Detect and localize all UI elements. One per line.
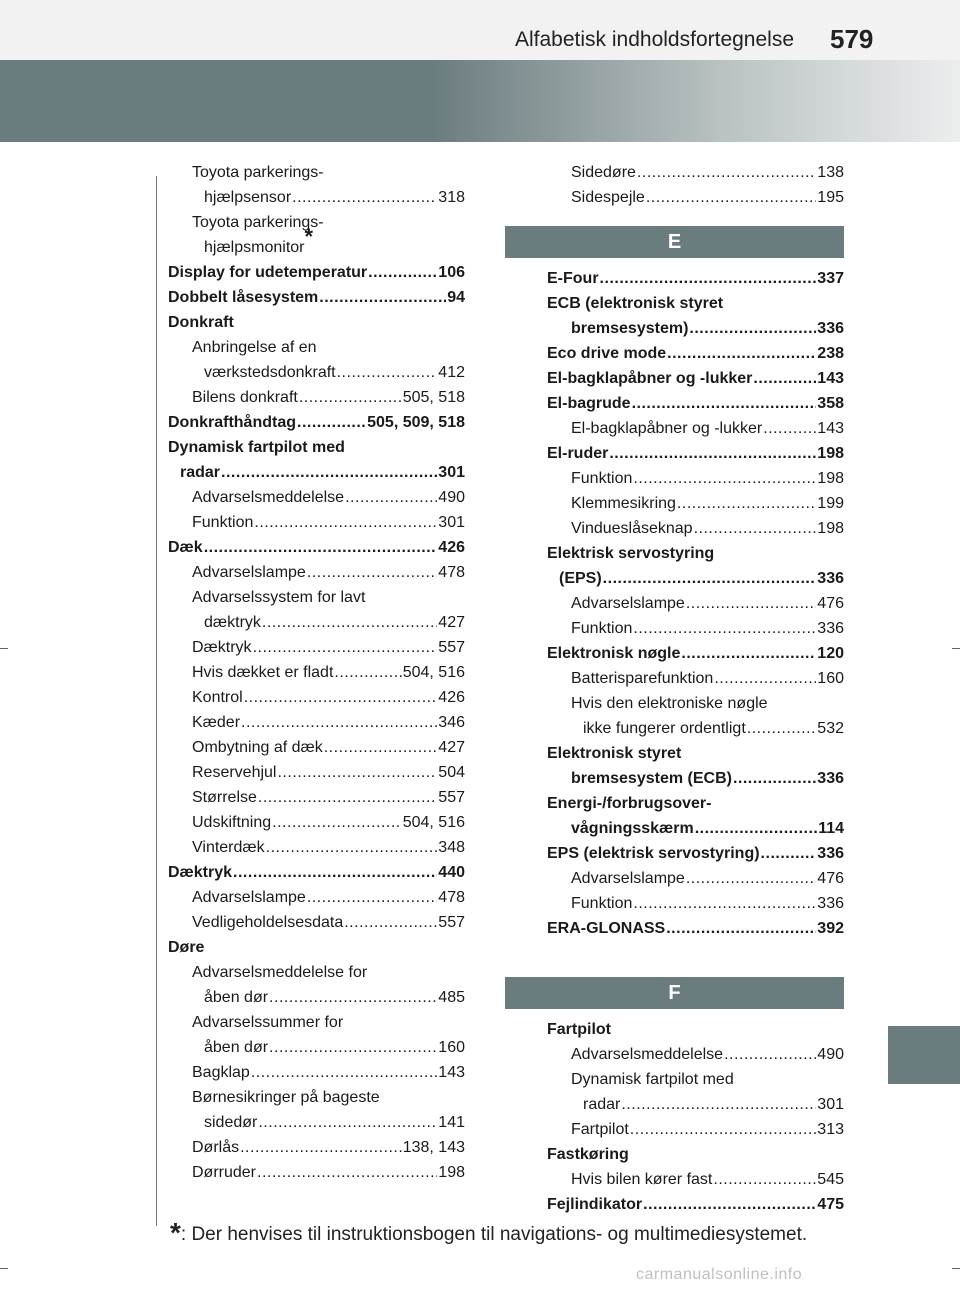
page-reference: 504 xyxy=(438,764,465,781)
dot-leader xyxy=(753,366,816,391)
index-entry xyxy=(547,291,844,316)
index-term: Hvis dækket er fladt xyxy=(192,664,334,681)
index-entry xyxy=(168,1110,465,1135)
index-term: Bagklap xyxy=(192,1064,250,1081)
index-entry xyxy=(168,460,465,485)
page-reference: 336 xyxy=(817,620,844,637)
dot-leader xyxy=(221,460,437,485)
index-term: bremsesystem (ECB) xyxy=(571,770,732,787)
footnote xyxy=(170,1217,808,1248)
page-reference: 195 xyxy=(817,189,844,206)
index-entry xyxy=(168,885,465,910)
index-term: Børnesikringer på bageste xyxy=(192,1089,380,1106)
index-term: El-bagklapåbner og -lukker xyxy=(571,420,763,437)
spacer xyxy=(547,210,844,226)
dot-leader xyxy=(269,1035,437,1060)
dot-leader xyxy=(667,341,816,366)
index-term: Dynamisk fartpilot med xyxy=(571,1071,734,1088)
index-entry xyxy=(168,735,465,760)
index-term: radar xyxy=(583,1096,621,1113)
dot-leader xyxy=(761,841,817,866)
index-entry xyxy=(168,660,465,685)
index-term: Kontrol xyxy=(192,689,243,706)
page-reference: 348 xyxy=(438,839,465,856)
dot-leader xyxy=(257,1160,437,1185)
page-reference: 198 xyxy=(817,470,844,487)
page-reference: 160 xyxy=(438,1039,465,1056)
index-entry xyxy=(168,410,465,435)
index-entry xyxy=(168,1085,465,1110)
index-term: Vinterdæk xyxy=(192,839,265,856)
dot-leader xyxy=(646,185,816,210)
index-entry xyxy=(168,1035,465,1060)
page-number: 579 xyxy=(830,24,874,54)
page-reference: 545 xyxy=(817,1171,844,1188)
crop-mark-bottom-right xyxy=(952,1268,960,1269)
page-reference: 138 xyxy=(817,164,844,181)
index-term: Vindueslåseknap xyxy=(571,520,693,537)
index-term: dæktryk xyxy=(204,614,261,631)
page-reference: 426 xyxy=(438,539,465,556)
page-reference: 358 xyxy=(817,395,844,412)
index-entry xyxy=(547,1017,844,1042)
dot-leader xyxy=(763,416,816,441)
index-term: Elektronisk styret xyxy=(547,745,682,762)
index-entry xyxy=(547,616,844,641)
index-term: Dørruder xyxy=(192,1164,257,1181)
page-reference: 198 xyxy=(817,520,844,537)
index-term: ERA-GLONASS xyxy=(547,920,666,937)
page-reference: 94 xyxy=(447,289,465,306)
page-reference: 141 xyxy=(438,1114,465,1131)
page-reference: 337 xyxy=(817,270,844,287)
spacer xyxy=(547,1009,844,1017)
index-entry xyxy=(547,466,844,491)
dot-leader xyxy=(368,260,437,285)
index-term: Funktion xyxy=(571,620,633,637)
index-term: Display for udetemperatur xyxy=(168,264,368,281)
index-term: hjælpsmonitor xyxy=(204,239,305,256)
page-reference: 336 xyxy=(817,570,844,587)
index-entry xyxy=(168,210,465,235)
index-entry xyxy=(547,816,844,841)
dot-leader xyxy=(666,916,816,941)
spacer xyxy=(547,258,844,266)
page-header xyxy=(0,0,960,60)
dot-leader xyxy=(251,1060,437,1085)
index-entry xyxy=(547,1192,844,1217)
index-entry xyxy=(168,635,465,660)
dot-leader xyxy=(695,816,817,841)
index-column-left xyxy=(168,160,465,1185)
index-term: Advarselssystem for lavt xyxy=(192,589,366,606)
page-reference: 505, 518 xyxy=(402,389,465,406)
index-entry xyxy=(547,566,844,591)
index-entry xyxy=(547,641,844,666)
page-reference: 114 xyxy=(818,820,844,837)
index-term: Dynamisk fartpilot med xyxy=(168,439,345,456)
index-entry xyxy=(168,535,465,560)
dot-leader xyxy=(299,385,402,410)
page-reference: 427 xyxy=(438,614,465,631)
index-term: Udskiftning xyxy=(192,814,272,831)
page-reference: 476 xyxy=(817,870,844,887)
page-reference: 143 xyxy=(817,370,844,387)
index-entry xyxy=(547,741,844,766)
dot-leader xyxy=(345,485,437,510)
index-entry xyxy=(547,891,844,916)
index-entry xyxy=(547,716,844,741)
page-reference: 313 xyxy=(817,1121,844,1138)
dot-leader xyxy=(633,466,816,491)
index-entry xyxy=(547,341,844,366)
index-entry xyxy=(547,1167,844,1192)
letter-heading: F xyxy=(505,977,844,1009)
dot-leader xyxy=(334,660,401,685)
dot-leader xyxy=(241,710,437,735)
index-entry xyxy=(168,935,465,960)
index-entry xyxy=(168,285,465,310)
index-term: El-bagklapåbner og -lukker xyxy=(547,370,753,387)
index-term: Dæk xyxy=(168,539,203,556)
dot-leader xyxy=(258,785,437,810)
index-entry xyxy=(168,160,465,185)
dot-leader xyxy=(244,685,438,710)
dot-leader xyxy=(714,666,816,691)
page-reference: 238 xyxy=(817,345,844,362)
index-entry xyxy=(168,360,465,385)
page-reference: 504, 516 xyxy=(402,814,465,831)
dot-leader xyxy=(262,610,437,635)
index-term: Advarselsmeddelelse xyxy=(571,1046,724,1063)
page-reference: 557 xyxy=(438,639,465,656)
page-reference: 440 xyxy=(438,864,465,881)
index-entry xyxy=(547,916,844,941)
dot-leader xyxy=(307,560,437,585)
page-reference: 160 xyxy=(817,670,844,687)
index-term: Fartpilot xyxy=(571,1121,629,1138)
index-term: Advarselslampe xyxy=(192,564,306,581)
index-term: Fejlindikator xyxy=(547,1196,643,1213)
index-entry xyxy=(168,310,465,335)
index-entry xyxy=(547,316,844,341)
index-entry xyxy=(547,266,844,291)
index-entry xyxy=(168,260,465,285)
dot-leader xyxy=(319,285,446,310)
index-term: Ombytning af dæk xyxy=(192,739,323,756)
index-term: Advarselsmeddelelse xyxy=(192,489,345,506)
index-term: Sidedøre xyxy=(571,164,636,181)
dot-leader xyxy=(689,316,816,341)
index-term: Sidespejle xyxy=(571,189,645,206)
index-entry xyxy=(168,185,465,210)
index-term: radar xyxy=(180,464,221,481)
index-term: Funktion xyxy=(192,514,254,531)
dot-leader xyxy=(677,491,816,516)
index-entry xyxy=(168,585,465,610)
footnote-star: * xyxy=(170,1217,181,1248)
index-entry xyxy=(168,485,465,510)
index-term: Funktion xyxy=(571,895,633,912)
dot-leader xyxy=(277,760,437,785)
index-entry xyxy=(547,441,844,466)
dot-leader xyxy=(694,516,817,541)
index-term: Dæktryk xyxy=(192,639,252,656)
page-reference: 318 xyxy=(438,189,465,206)
index-term: Hvis den elektroniske nøgle xyxy=(571,695,768,712)
dot-leader xyxy=(258,1110,437,1135)
page-reference: 557 xyxy=(438,789,465,806)
index-term: Fartpilot xyxy=(547,1021,611,1038)
index-column-right xyxy=(547,160,844,1217)
index-entry xyxy=(547,491,844,516)
index-entry xyxy=(168,435,465,460)
page-reference: 106 xyxy=(438,264,465,281)
index-term: Fastkøring xyxy=(547,1146,629,1163)
index-term: Eco drive mode xyxy=(547,345,667,362)
page-reference: 485 xyxy=(438,989,465,1006)
crop-mark-bottom-left xyxy=(0,1268,8,1269)
page-reference: 346 xyxy=(438,714,465,731)
index-term: Kæder xyxy=(192,714,241,731)
crop-mark-right xyxy=(952,648,960,649)
index-term: ECB (elektronisk styret xyxy=(547,295,724,312)
index-term: Funktion xyxy=(571,470,633,487)
index-term: vågningsskærm xyxy=(571,820,694,837)
index-entry xyxy=(168,610,465,635)
section-title: Alfabetisk indholdsfortegnelse xyxy=(515,28,795,51)
index-term: EPS (elektrisk servostyring) xyxy=(547,845,760,862)
page-reference: 336 xyxy=(817,895,844,912)
page-reference: 143 xyxy=(817,420,844,437)
index-entry xyxy=(168,710,465,735)
page-reference: 301 xyxy=(817,1096,844,1113)
dot-leader xyxy=(609,441,816,466)
dot-leader xyxy=(686,591,816,616)
index-entry xyxy=(547,416,844,441)
page-reference: 198 xyxy=(438,1164,465,1181)
index-term: Toyota parkerings- xyxy=(192,214,324,231)
dot-leader xyxy=(600,266,817,291)
dot-leader xyxy=(747,716,817,741)
index-term: hjælpsensor xyxy=(204,189,292,206)
page-reference: 199 xyxy=(817,495,844,512)
dot-leader xyxy=(292,185,437,210)
dot-leader xyxy=(297,410,366,435)
page-reference: 392 xyxy=(817,920,844,937)
crop-mark-left xyxy=(0,648,8,649)
index-entry xyxy=(547,666,844,691)
dot-leader xyxy=(603,566,817,591)
page-reference: 301 xyxy=(438,464,465,481)
index-term: Advarselssummer for xyxy=(192,1014,344,1031)
index-entry xyxy=(168,685,465,710)
index-term: Reservehjul xyxy=(192,764,277,781)
page-reference: 336 xyxy=(817,320,844,337)
page-reference: 478 xyxy=(438,889,465,906)
dot-leader xyxy=(637,160,816,185)
dot-leader xyxy=(253,635,438,660)
index-entry xyxy=(168,1160,465,1185)
dot-leader xyxy=(643,1192,816,1217)
index-entry xyxy=(547,185,844,210)
index-term: E-Four xyxy=(547,270,599,287)
index-term: Advarselslampe xyxy=(192,889,306,906)
index-term: Energi-/forbrugsover- xyxy=(547,795,712,812)
footnote-text: : Der henvises til instruktionsbogen til navigations- og multimediesystemet. xyxy=(180,1224,808,1245)
index-entry xyxy=(547,391,844,416)
index-entry xyxy=(168,385,465,410)
dot-leader xyxy=(632,391,817,416)
index-term: bremsesystem) xyxy=(571,320,689,337)
index-entry xyxy=(168,510,465,535)
index-term: Batterisparefunktion xyxy=(571,670,714,687)
index-term: Dørlås xyxy=(192,1139,240,1156)
page-reference: 490 xyxy=(438,489,465,506)
index-entry xyxy=(547,1042,844,1067)
dot-leader xyxy=(307,885,437,910)
page-reference: 490 xyxy=(817,1046,844,1063)
dot-leader xyxy=(633,891,816,916)
dot-leader xyxy=(681,641,816,666)
page-reference: 475 xyxy=(817,1196,844,1213)
index-entry xyxy=(168,860,465,885)
watermark: carmanualsonline.info xyxy=(636,1266,803,1283)
page-reference: 301 xyxy=(438,514,465,531)
dot-leader xyxy=(233,860,437,885)
page-reference: 426 xyxy=(438,689,465,706)
index-entry xyxy=(168,223,465,260)
dot-leader xyxy=(272,810,402,835)
index-term: Dæktryk xyxy=(168,864,233,881)
index-entry xyxy=(168,1135,465,1160)
index-entry xyxy=(168,1010,465,1035)
page-reference: 198 xyxy=(817,445,844,462)
page-reference: 476 xyxy=(817,595,844,612)
dot-leader xyxy=(254,510,437,535)
index-term: Bilens donkraft xyxy=(192,389,298,406)
page-reference: 478 xyxy=(438,564,465,581)
index-term: El-bagrude xyxy=(547,395,631,412)
page-reference: 120 xyxy=(817,645,844,662)
dot-leader xyxy=(724,1042,816,1067)
index-entry xyxy=(547,591,844,616)
dot-leader xyxy=(686,866,816,891)
index-entry xyxy=(168,1060,465,1085)
index-term: Donkraft xyxy=(168,314,234,331)
dot-leader xyxy=(266,835,438,860)
index-term: Klemmesikring xyxy=(571,495,676,512)
index-entry xyxy=(168,910,465,935)
page-reference: 532 xyxy=(817,720,844,737)
index-term: Anbringelse af en xyxy=(192,339,317,356)
index-entry xyxy=(547,691,844,716)
page-reference: 505, 509, 518 xyxy=(367,414,465,431)
index-term: Størrelse xyxy=(192,789,257,806)
index-term: Elektrisk servostyring xyxy=(547,545,715,562)
index-term: El-ruder xyxy=(547,445,609,462)
page-reference: 557 xyxy=(438,914,465,931)
letter-heading: E xyxy=(505,226,844,258)
dot-leader xyxy=(633,616,816,641)
index-term: Dobbelt låsesystem xyxy=(168,289,319,306)
index-entry xyxy=(168,560,465,585)
page-reference: 504, 516 xyxy=(402,664,465,681)
page-reference: 143 xyxy=(438,1064,465,1081)
dot-leader xyxy=(733,766,816,791)
index-term: Toyota parkerings- xyxy=(192,164,324,181)
index-entry xyxy=(547,1092,844,1117)
header-banner xyxy=(0,60,960,142)
page-reference: 427 xyxy=(438,739,465,756)
index-entry xyxy=(168,960,465,985)
index-entry xyxy=(547,366,844,391)
index-term: Advarselslampe xyxy=(571,595,685,612)
index-entry xyxy=(547,1067,844,1092)
index-term: Elektronisk nøgle xyxy=(547,645,681,662)
index-entry xyxy=(168,810,465,835)
index-term: Advarselsmeddelelse for xyxy=(192,964,368,981)
index-term: åben dør xyxy=(204,1039,269,1056)
page-reference: 336 xyxy=(817,770,844,787)
index-entry xyxy=(168,835,465,860)
spacer xyxy=(547,941,844,977)
dot-leader xyxy=(344,910,437,935)
index-entry xyxy=(547,160,844,185)
index-term: åben dør xyxy=(204,989,269,1006)
dot-leader xyxy=(240,1135,402,1160)
dot-leader xyxy=(324,735,438,760)
index-entry xyxy=(168,985,465,1010)
index-term: (EPS) xyxy=(559,570,602,587)
index-entry xyxy=(547,1117,844,1142)
page-reference: 412 xyxy=(438,364,465,381)
page-reference: 336 xyxy=(817,845,844,862)
dot-leader xyxy=(621,1092,816,1117)
footnote-marker: * xyxy=(304,223,314,249)
index-entry xyxy=(547,766,844,791)
index-term: værkstedsdonkraft xyxy=(204,364,336,381)
index-term: Donkrafthåndtag xyxy=(168,414,296,431)
index-entry xyxy=(168,760,465,785)
dot-leader xyxy=(337,360,438,385)
dot-leader xyxy=(630,1117,817,1142)
index-term: sidedør xyxy=(204,1114,258,1131)
chapter-tab xyxy=(888,1026,960,1084)
index-entry xyxy=(547,1142,844,1167)
index-term: ikke fungerer ordentligt xyxy=(583,720,746,737)
page-reference: 138, 143 xyxy=(402,1139,465,1156)
dot-leader xyxy=(204,535,438,560)
index-entry xyxy=(168,785,465,810)
index-term: Vedligeholdelsesdata xyxy=(192,914,344,931)
index-entry xyxy=(168,335,465,360)
dot-leader xyxy=(269,985,437,1010)
index-entry xyxy=(547,791,844,816)
index-entry xyxy=(547,516,844,541)
index-term: Advarselslampe xyxy=(571,870,685,887)
index-entry xyxy=(547,841,844,866)
index-term: Hvis bilen kører fast xyxy=(571,1171,713,1188)
index-entry xyxy=(547,541,844,566)
column-rule xyxy=(156,176,157,1226)
dot-leader xyxy=(713,1167,816,1192)
index-term: Døre xyxy=(168,939,205,956)
index-entry xyxy=(547,866,844,891)
